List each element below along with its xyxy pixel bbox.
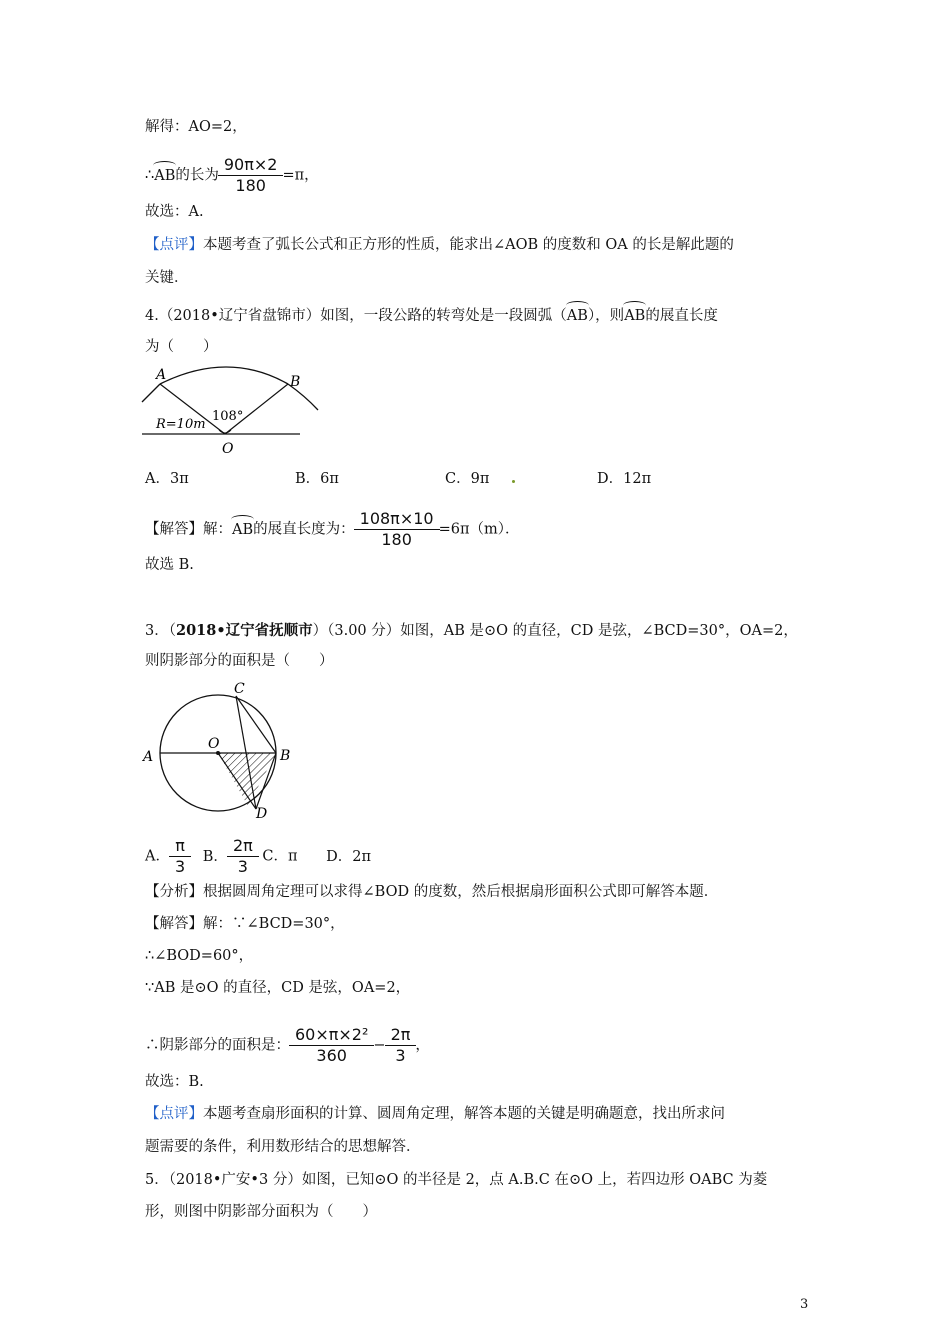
q4-answer-choice: 故选 B. <box>145 557 194 573</box>
q3-option-b: B． <box>202 848 228 865</box>
arc-ab: AB <box>154 167 176 184</box>
text: =π， <box>282 167 319 184</box>
q4-option-c: C．9π <box>445 471 490 487</box>
therefore-symbol: ∴ <box>145 167 155 184</box>
solution-line-ao: 解得：AO=2， <box>145 119 247 135</box>
circle-figure <box>140 678 300 818</box>
review-line <box>145 235 734 255</box>
road-figure <box>140 362 330 457</box>
review-line-2: 关键． <box>145 270 189 286</box>
arc-length-line <box>145 155 319 196</box>
q3-answer-choice: 故选：B. <box>145 1074 204 1090</box>
label-c: C <box>234 681 245 697</box>
fraction: $\frac{2\pi}{3}$ <box>388 1025 414 1066</box>
q3-option-a: A． <box>145 848 170 865</box>
q4-option-b: B．6π <box>295 471 339 487</box>
q3-analysis: 【分析】根据圆周角定理可以求得∠BOD 的度数，然后根据扇形面积公式即可解答本题． <box>145 884 719 900</box>
label-a: A <box>156 367 167 383</box>
q4-solution: 【解答】解：AB的展直长度为： $\frac{108\pi\times 10}{180}$ =6π（m）． <box>145 509 520 549</box>
q3-options <box>145 836 371 877</box>
q4-stem: 4.（2018•辽宁省盘锦市）如图，一段公路的转弯处是一段圆弧（AB），则AB的展直长度 <box>145 308 718 324</box>
fraction: $\frac{2\pi}{3}$ <box>230 836 256 877</box>
q4-option-a: A．3π <box>145 471 189 487</box>
radius-label: R=10m <box>156 417 206 432</box>
dot-mark <box>512 480 515 483</box>
page-number: 3 <box>800 1297 809 1312</box>
fraction: $\frac{\text{60×π×2²}}{360}$ <box>292 1025 371 1066</box>
q3-solution-2: ∴∠BOD=60°， <box>145 948 254 964</box>
review-tag: 【点评】 <box>145 237 203 253</box>
answer-choice: 故选：A. <box>145 204 204 220</box>
label-d: D <box>256 806 268 818</box>
analysis-tag: 【分析】 <box>145 884 203 900</box>
q3-option-c: C．π <box>262 848 298 865</box>
q5-stem-2: 形，则图中阴影部分面积为（ ） <box>145 1204 377 1220</box>
label-b: B <box>290 374 301 390</box>
q3-stem: 3．（2018•辽宁省抚顺市）（3.00 分）如图，AB 是⊙O 的直径，CD 是弦，∠BCD=30°，OA=2， <box>145 622 798 639</box>
q4-option-d: D．12π <box>597 471 652 487</box>
arc-ab: AB <box>624 308 646 324</box>
q3-solution-1: 【解答】解：∵∠BCD=30°， <box>145 916 345 932</box>
label-o: O <box>208 736 220 752</box>
q3-stem-2: 则阴影部分的面积是（ ） <box>145 653 334 669</box>
q3-option-d: D．2π <box>326 848 371 865</box>
label-a: A <box>143 749 154 765</box>
arc-ab: AB <box>566 308 588 324</box>
q3-solution-4: ∴阴影部分的面积是： $\frac{\text{60×π×2²}}{360}$ − $\frac{2\pi}{3}$ ， <box>145 1025 430 1065</box>
q3-solution-3: ∵AB 是⊙O 的直径，CD 是弦，OA=2， <box>145 980 411 996</box>
q3-review: 【点评】本题考查扇形面积的计算、圆周角定理，解答本题的关键是明确题意，找出所求问 <box>145 1106 725 1122</box>
q3-source: 2018•辽宁省抚顺市 <box>175 622 313 639</box>
fraction: $\frac{108\pi\times 10}{180}$ <box>357 509 437 550</box>
label-o: O <box>222 441 234 457</box>
review-text: 本题考查了弧长公式和正方形的性质，能求出∠AOB 的度数和 OA 的长是解此题的 <box>203 237 734 253</box>
q3-review-2: 题需要的条件，利用数形结合的思想解答． <box>145 1139 421 1155</box>
label-b: B <box>280 748 291 764</box>
q5-stem: 5．（2018•广安•3 分）如图，已知⊙O 的半径是 2，点 A.B.C 在⊙O 上，若四边形 OABC 为菱 <box>145 1172 768 1188</box>
q4-stem-2: 为（ ） <box>145 339 218 355</box>
text: 的长为 <box>175 167 219 184</box>
arc-ab: AB <box>232 521 254 538</box>
angle-label: 108° <box>212 409 244 424</box>
review-tag: 【点评】 <box>145 1106 203 1122</box>
fraction: $\frac{90\pi\times 2}{180}$ <box>221 155 281 196</box>
fraction: $\frac{\pi}{3}$ <box>172 836 188 877</box>
